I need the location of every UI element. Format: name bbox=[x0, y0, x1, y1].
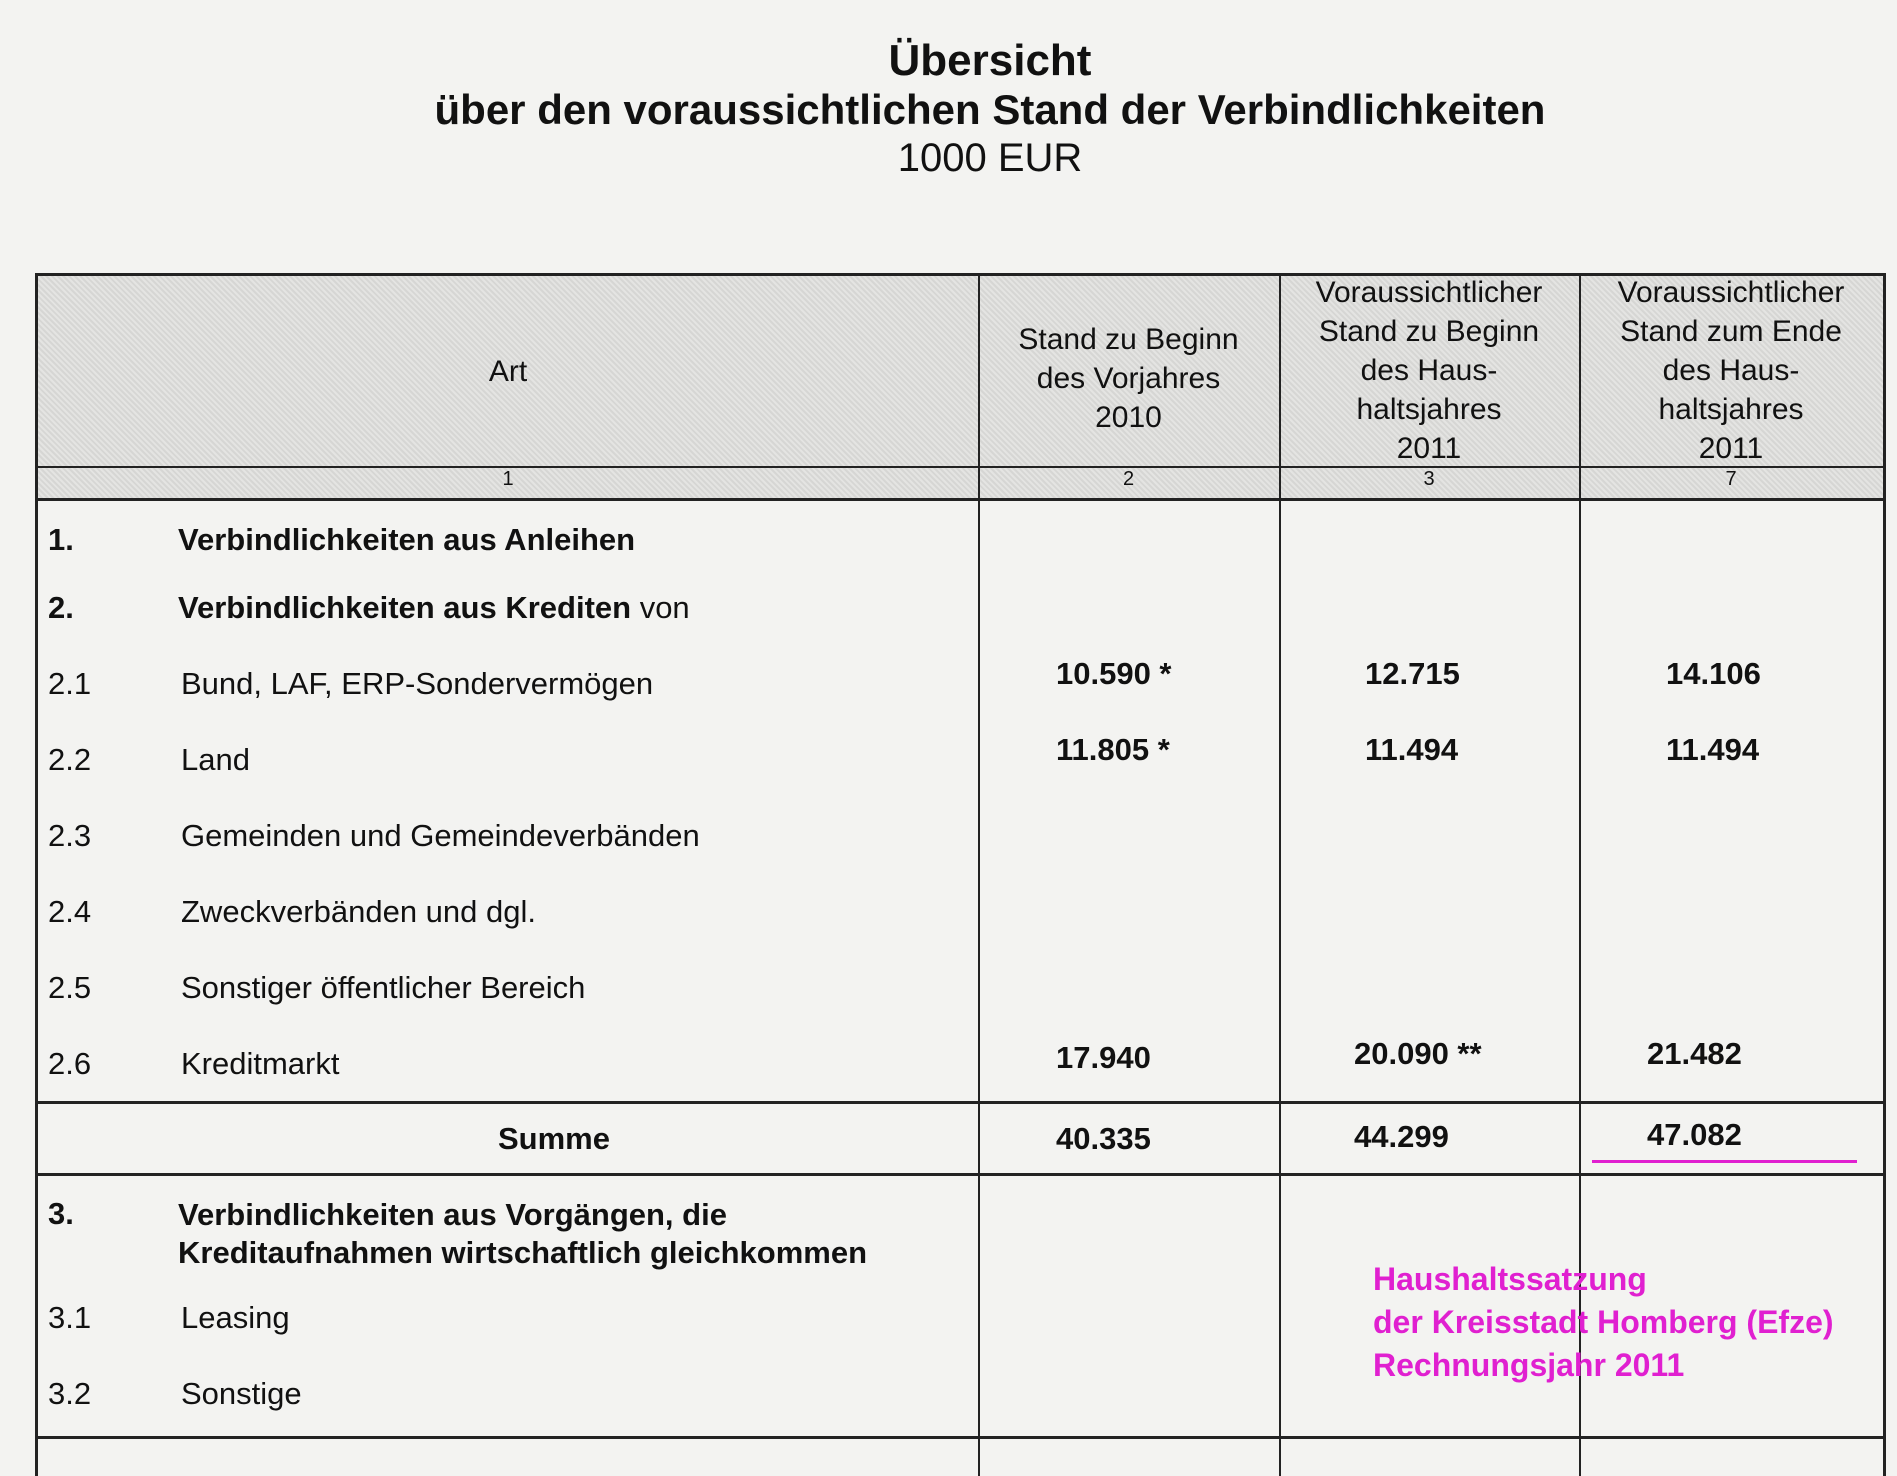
row-label: Gemeinden und Gemeindeverbänden bbox=[181, 818, 700, 853]
value-col3: 20.090 ** bbox=[1354, 1036, 1482, 1071]
annotation-line: Haushaltssatzung bbox=[1373, 1261, 1647, 1297]
value-col3: 11.494 bbox=[1365, 732, 1459, 767]
summe-label: Summe bbox=[498, 1121, 610, 1156]
row-label: Land bbox=[181, 742, 250, 777]
section3-line: Verbindlichkeiten aus Vorgängen, die bbox=[178, 1197, 727, 1232]
source-annotation bbox=[1373, 1258, 1834, 1387]
row-number: 3.1 bbox=[48, 1300, 92, 1335]
underline-mark bbox=[1592, 1160, 1857, 1163]
summe-col2: 40.335 bbox=[1056, 1121, 1151, 1156]
value-col2: 17.940 bbox=[1056, 1040, 1151, 1075]
row-label: Verbindlichkeiten aus Anleihen bbox=[178, 522, 636, 557]
header-col3 bbox=[1279, 273, 1579, 468]
column-number: 1 bbox=[502, 468, 514, 490]
column-divider bbox=[978, 276, 980, 1476]
row-number: 2.6 bbox=[48, 1046, 92, 1081]
header-bottom-line bbox=[38, 498, 1883, 501]
value-col2: 10.590 * bbox=[1056, 656, 1172, 691]
value-col4: 14.106 bbox=[1666, 656, 1761, 691]
row-label-rest: von bbox=[631, 590, 690, 625]
column-number: 7 bbox=[1725, 468, 1737, 490]
header-art: Art bbox=[488, 355, 528, 388]
row-label-bold: Verbindlichkeiten aus Krediten bbox=[178, 590, 632, 625]
row-number: 2.4 bbox=[48, 894, 92, 929]
header-col3-line: Voraussichtlicher bbox=[1315, 276, 1543, 309]
row-label: Leasing bbox=[181, 1300, 290, 1335]
row-number: 2. bbox=[48, 590, 74, 625]
row-label: Zweckverbänden und dgl. bbox=[181, 894, 537, 929]
annotation-line: Rechnungsjahr 2011 bbox=[1373, 1347, 1685, 1383]
header-col2 bbox=[978, 320, 1279, 437]
row-label bbox=[178, 590, 690, 626]
row-label: Bund, LAF, ERP-Sondervermögen bbox=[181, 666, 654, 701]
header-col4-line: haltsjahres bbox=[1658, 393, 1804, 426]
value-col2: 11.805 * bbox=[1056, 732, 1170, 767]
value-col4: 21.482 bbox=[1647, 1036, 1742, 1071]
header-col4-line: 2011 bbox=[1698, 432, 1764, 465]
header-col3-line: Stand zu Beginn bbox=[1318, 315, 1540, 348]
row-label: Sonstige bbox=[181, 1376, 302, 1411]
header-col3-line: haltsjahres bbox=[1356, 393, 1502, 426]
annotation-line: der Kreisstadt Homberg (Efze) bbox=[1373, 1304, 1834, 1340]
value-col4: 11.494 bbox=[1666, 732, 1760, 767]
row-label: Sonstiger öffentlicher Bereich bbox=[181, 970, 586, 1005]
summe-top-line bbox=[38, 1101, 1883, 1104]
section3-label bbox=[178, 1196, 867, 1272]
column-number: 3 bbox=[1423, 468, 1435, 490]
row-number: 2.5 bbox=[48, 970, 92, 1005]
value-col3: 12.715 bbox=[1365, 656, 1460, 691]
section3-line: Kreditaufnahmen wirtschaftlich gleichkommen bbox=[178, 1235, 868, 1270]
unit-label: 1000 EUR bbox=[897, 136, 1083, 180]
row-number: 3.2 bbox=[48, 1376, 92, 1411]
header-col4-line: des Haus- bbox=[1662, 354, 1800, 387]
page-title: Übersicht bbox=[888, 36, 1092, 85]
header-col2-line: Stand zu Beginn bbox=[1018, 323, 1239, 356]
summe-bottom-line bbox=[38, 1173, 1883, 1176]
page-subtitle: über den voraussichtlichen Stand der Verbindlichkeiten bbox=[434, 86, 1546, 133]
header-col4 bbox=[1579, 273, 1883, 468]
table-bottom-line bbox=[38, 1436, 1883, 1439]
header-col2-line: des Vorjahres bbox=[1036, 362, 1221, 395]
row-label: Kreditmarkt bbox=[181, 1046, 340, 1081]
header-col4-line: Stand zum Ende bbox=[1620, 315, 1842, 348]
header-col4-line: Voraussichtlicher bbox=[1617, 276, 1845, 309]
row-number: 2.2 bbox=[48, 742, 92, 777]
summe-col3: 44.299 bbox=[1354, 1119, 1449, 1154]
row-number: 3. bbox=[48, 1196, 74, 1231]
header-col3-line: 2011 bbox=[1396, 432, 1462, 465]
summe-col4: 47.082 bbox=[1647, 1117, 1742, 1152]
column-number: 2 bbox=[1122, 468, 1135, 490]
row-number: 2.1 bbox=[48, 666, 92, 701]
header-col2-line: 2010 bbox=[1095, 401, 1162, 434]
row-number: 1. bbox=[48, 522, 74, 557]
header-col3-line: des Haus- bbox=[1360, 354, 1498, 387]
row-number: 2.3 bbox=[48, 818, 92, 853]
